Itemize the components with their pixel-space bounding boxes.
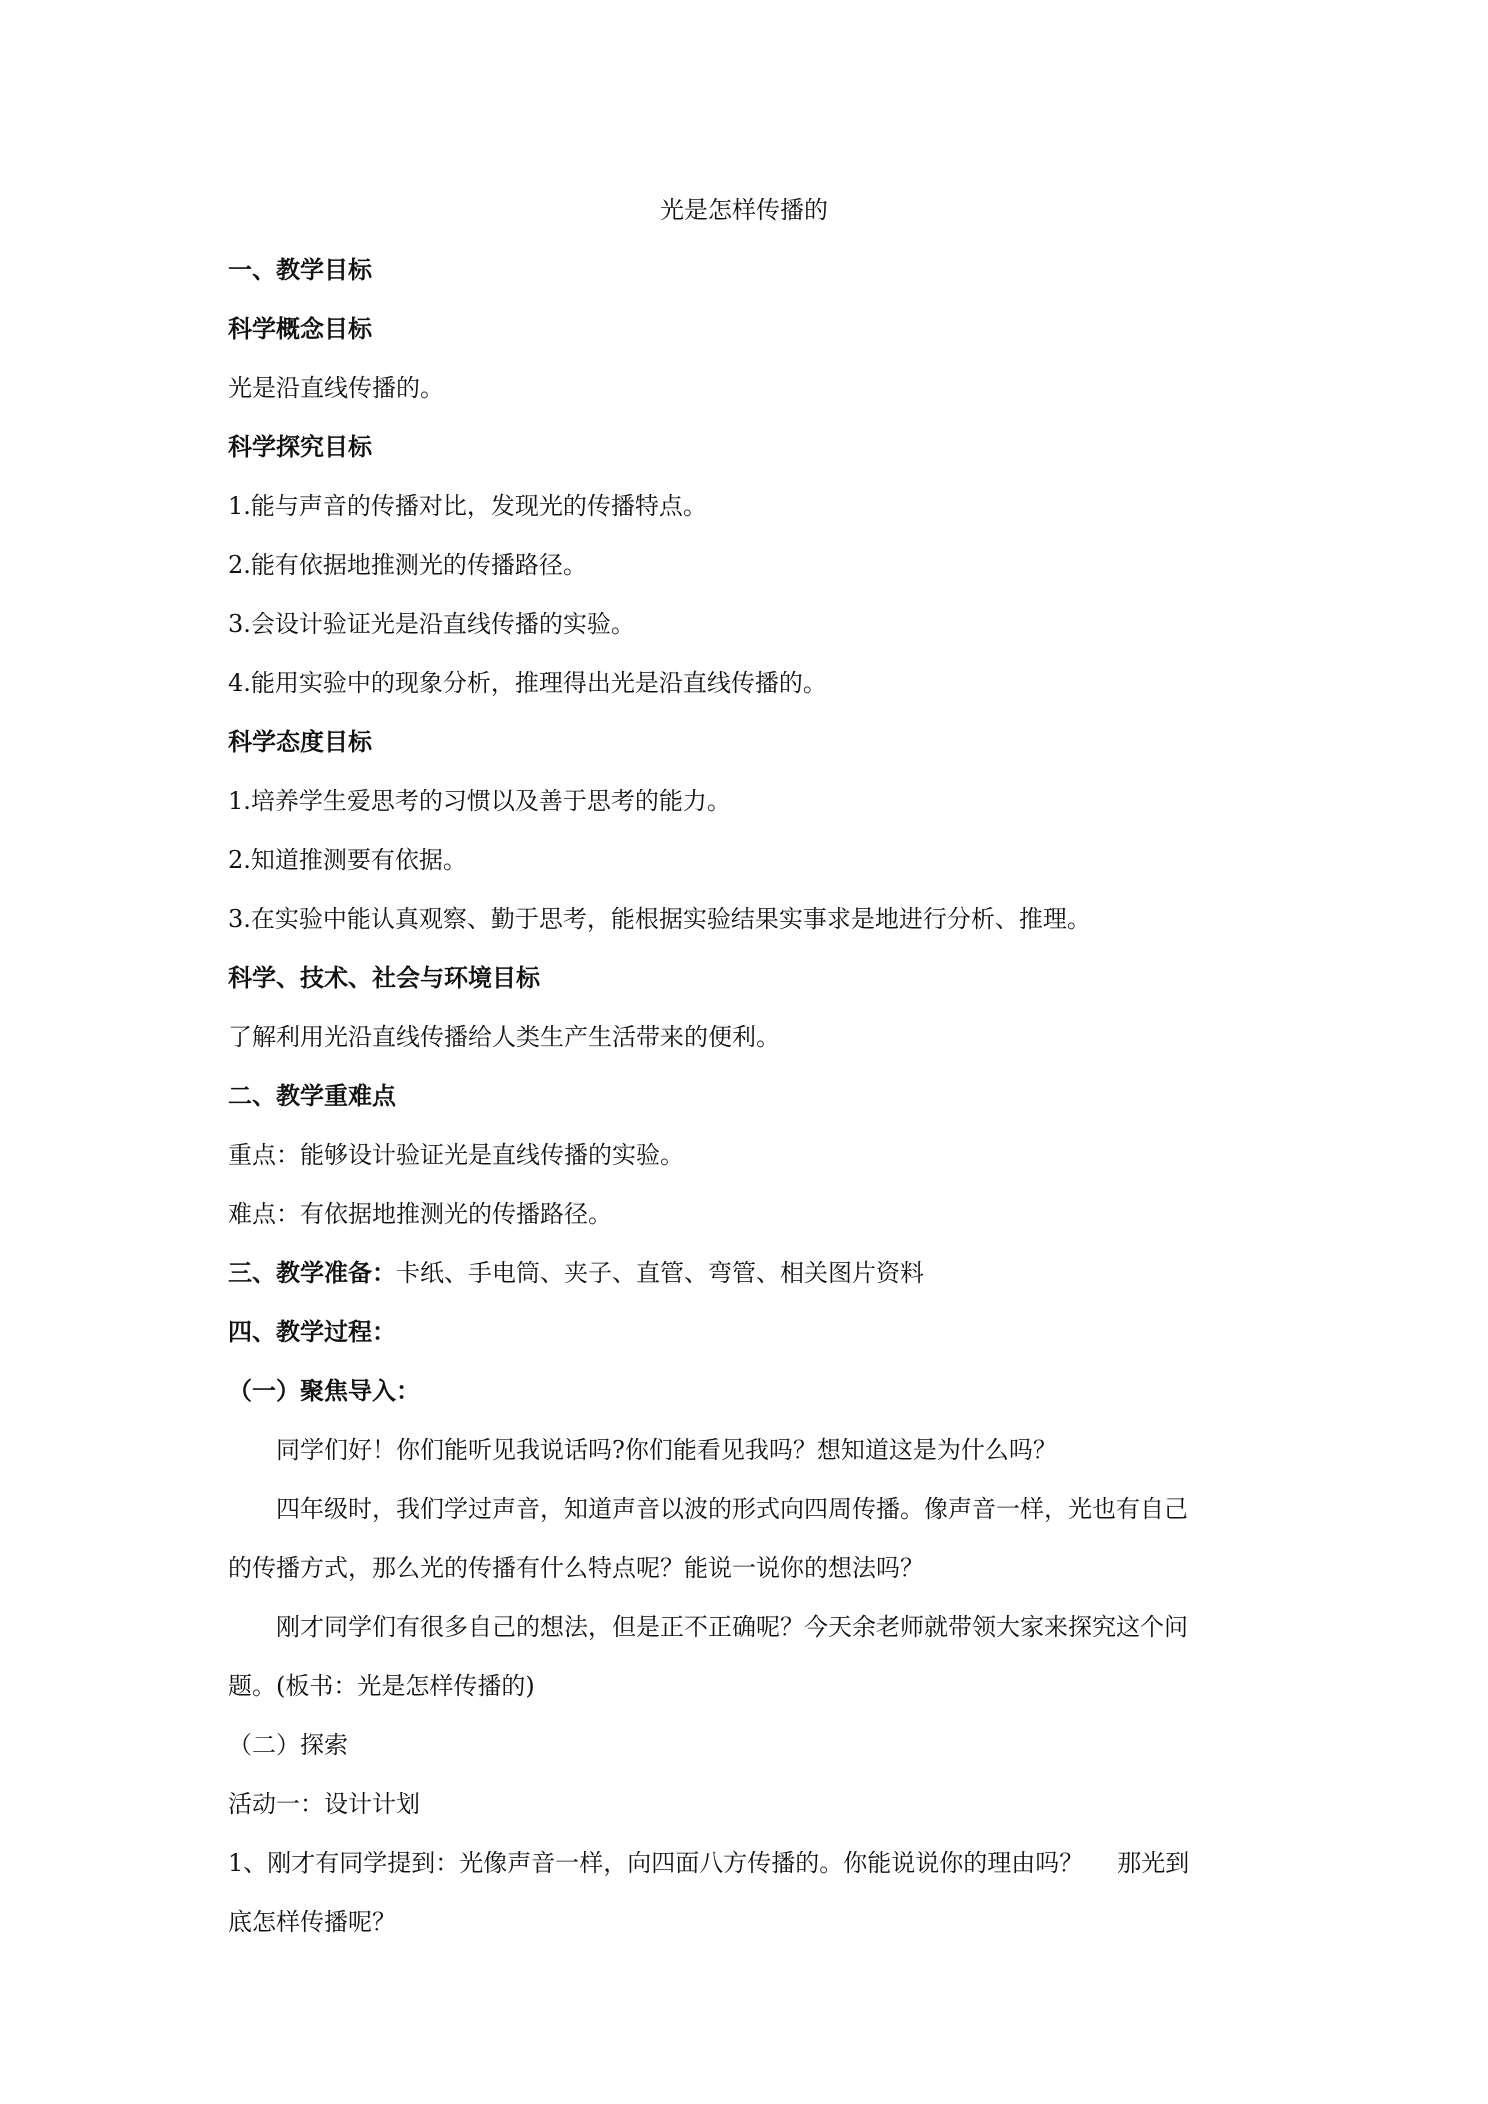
concept-text: 光是沿直线传播的。 — [228, 374, 444, 402]
section-heading-objectives: 一、教学目标 — [228, 255, 372, 284]
inquiry-item: 2.能有依据地推测光的传播路径。 — [228, 551, 587, 579]
inquiry-item: 1.能与声音的传播对比，发现光的传播特点。 — [228, 492, 707, 520]
question-text: 1、刚才有同学提到：光像声音一样，向四面八方传播的。你能说说你的理由吗？ — [228, 1849, 1084, 1877]
question-tail: 那光到 — [1117, 1849, 1190, 1877]
inquiry-item: 4.能用实验中的现象分析，推理得出光是沿直线传播的。 — [228, 669, 827, 697]
paragraph-line: 题。(板书：光是怎样传播的) — [228, 1672, 535, 1700]
paragraph-line: 四年级时，我们学过声音，知道声音以波的形式向四周传播。像声音一样，光也有自己 — [276, 1495, 1188, 1523]
activity-heading: 活动一：设计计划 — [228, 1790, 420, 1818]
subheading-inquiry: 科学探究目标 — [228, 432, 372, 461]
stse-text: 了解利用光沿直线传播给人类生产生活带来的便利。 — [228, 1023, 780, 1051]
paragraph-line: 的传播方式，那么光的传播有什么特点呢？能说一说你的想法吗？ — [228, 1554, 924, 1582]
preparation-text: 卡纸、手电筒、夹子、直管、弯管、相关图片资料 — [396, 1259, 924, 1287]
document-title: 光是怎样传播的 — [660, 196, 828, 224]
preparation-line — [228, 1255, 924, 1291]
attitude-item: 1.培养学生爱思考的习惯以及善于思考的能力。 — [228, 787, 731, 815]
preparation-label: 三、教学准备： — [228, 1258, 396, 1287]
question-line: 底怎样传播呢？ — [228, 1908, 396, 1936]
subheading-concept: 科学概念目标 — [228, 314, 372, 343]
paragraph-line: 刚才同学们有很多自己的想法，但是正不正确呢？今天余老师就带领大家来探究这个问 — [276, 1613, 1188, 1641]
inquiry-item: 3.会设计验证光是沿直线传播的实验。 — [228, 610, 635, 638]
section-heading-key-points: 二、教学重难点 — [228, 1081, 396, 1110]
subheading-attitude: 科学态度目标 — [228, 727, 372, 756]
subheading-explore: （二）探索 — [228, 1731, 348, 1759]
paragraph-line: 同学们好！你们能听见我说话吗?你们能看见我吗？想知道这是为什么吗？ — [276, 1436, 1057, 1464]
section-heading-process: 四、教学过程： — [228, 1317, 396, 1346]
key-point: 重点：能够设计验证光是直线传播的实验。 — [228, 1141, 684, 1169]
attitude-item: 3.在实验中能认真观察、勤于思考，能根据实验结果实事求是地进行分析、推理。 — [228, 905, 1091, 933]
subheading-stse: 科学、技术、社会与环境目标 — [228, 963, 540, 992]
subheading-focus-intro: （一）聚焦导入： — [228, 1376, 420, 1405]
question-line — [228, 1845, 1189, 1881]
difficult-point: 难点：有依据地推测光的传播路径。 — [228, 1200, 612, 1228]
attitude-item: 2.知道推测要有依据。 — [228, 846, 467, 874]
